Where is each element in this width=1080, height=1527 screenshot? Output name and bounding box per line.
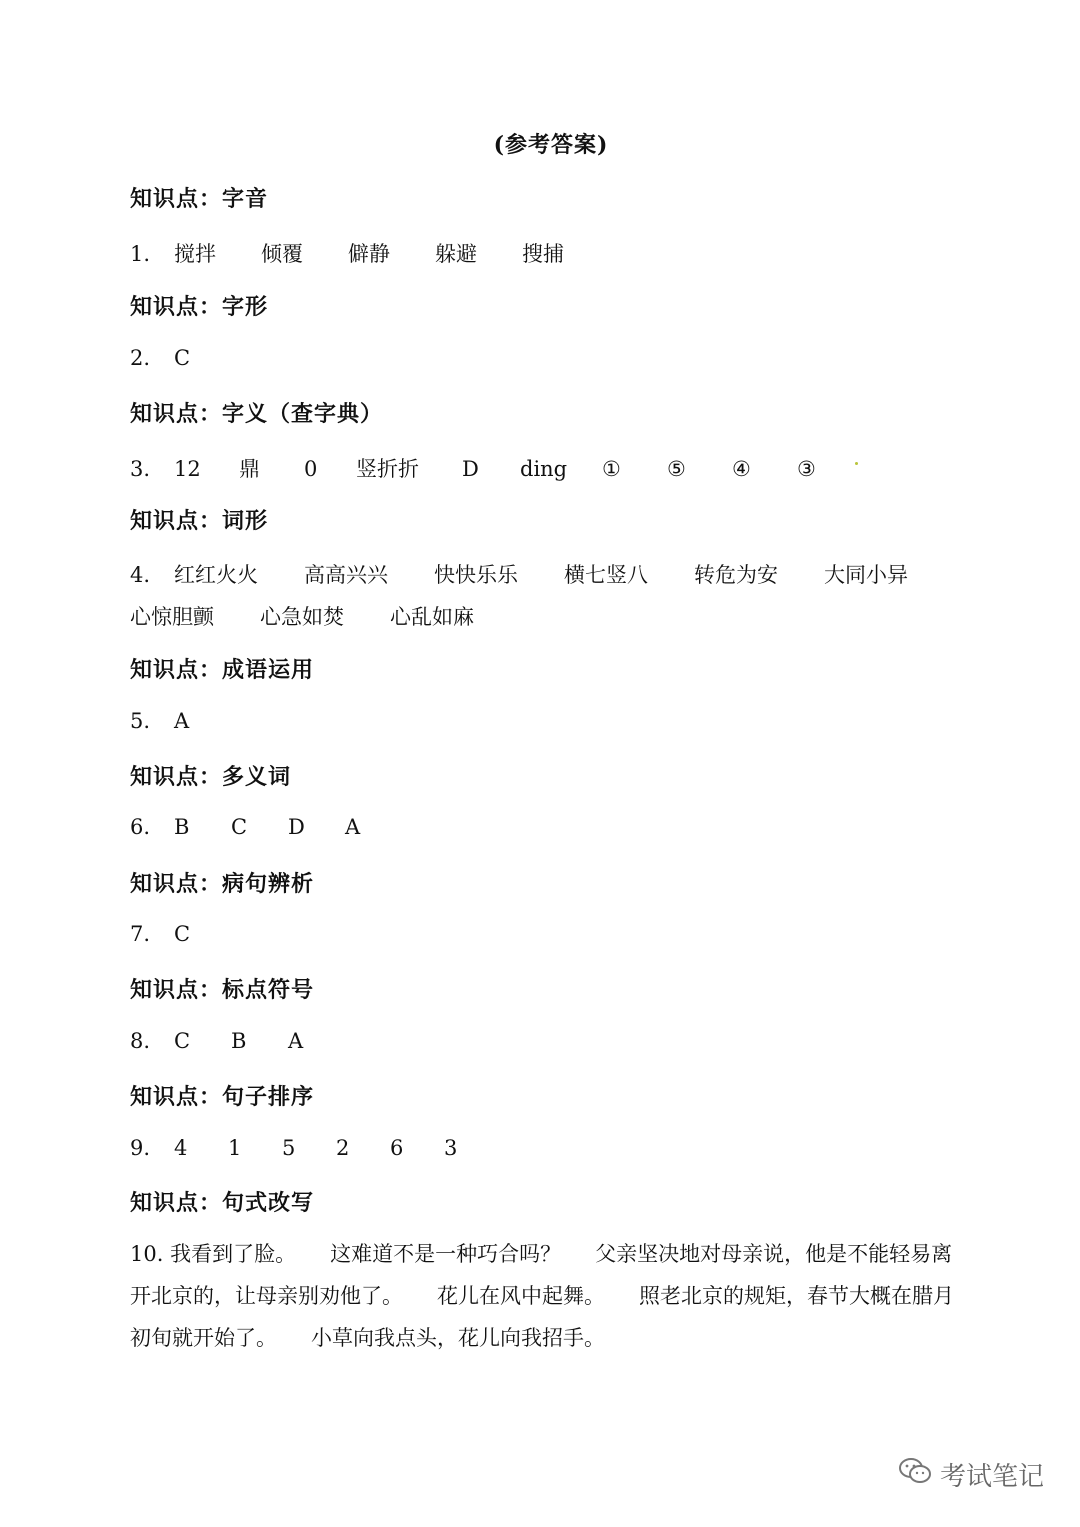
answer-item: 快快乐乐 [434,563,518,587]
answer-row [130,815,360,839]
answer-item: 躲避 [435,242,477,266]
question-number: 6. [130,815,151,839]
answer-row [130,346,190,370]
answer-item: 大同小异 [824,563,908,587]
section-heading: 知识点：成语运用 [130,657,315,683]
section-heading: 知识点：句式改写 [130,1190,315,1216]
answer-item: ① [602,457,621,481]
answer-item: 4 [174,1136,188,1160]
answer-item: C [231,815,248,839]
answer-item: 搜捕 [522,242,564,266]
answer-item: 僻静 [348,242,390,266]
answer-row [130,238,564,268]
question-number: 2. [130,346,151,370]
question-number: 4. [130,563,151,587]
answer-paragraph [130,1233,960,1359]
answer-row [130,922,190,946]
answer-item: 12 [174,457,201,481]
question-number: 8. [130,1029,151,1053]
answer-item: A [288,1029,304,1053]
answer-item: 照老北京的规矩，春节大概在腊月初旬就开始了。 [130,1284,954,1350]
answer-item: 我看到了脸。 [170,1242,297,1266]
watermark-text: 考试笔记 [939,1462,1044,1492]
answer-item: ding [520,457,568,481]
section-heading: 知识点：字音 [130,186,269,212]
answer-item: ③ [797,457,816,481]
page-title: (参考答案) [493,132,609,158]
answer-item: 花儿在风中起舞。 [437,1284,605,1308]
answer-item: D [462,457,479,481]
answer-item: C [174,346,191,370]
answer-item: B [174,815,190,839]
answer-item: C [174,922,191,946]
answer-item: 红红火火 [174,563,258,587]
answer-item: B [231,1029,247,1053]
question-number: 5. [130,709,151,733]
section-heading: 知识点：标点符号 [130,977,315,1003]
question-number: 9. [130,1136,151,1160]
answer-item: A [345,815,361,839]
question-number: 7. [130,922,151,946]
question-number: 1. [130,242,151,266]
section-heading: 知识点：病句辨析 [130,871,315,897]
answer-item: 竖折折 [356,457,419,481]
answer-item: 父亲坚决地对母亲说，他是不能轻易离开北京的，让母亲别劝他了。 [130,1242,953,1308]
answer-item: D [288,815,305,839]
watermark [898,1456,1044,1493]
answer-item: 心急如焚 [260,605,344,629]
answer-row [130,453,816,483]
answer-item: 0 [304,457,318,481]
section-heading: 知识点：词形 [130,508,269,534]
answer-item: 5 [282,1136,296,1160]
section-heading: 知识点：字义（查字典） [130,401,384,427]
answer-row [130,1029,303,1053]
answer-item: 倾覆 [261,242,303,266]
question-number: 10. [130,1242,164,1266]
answer-item: 鼎 [239,457,260,481]
answer-item: 这难道不是一种巧合吗？ [330,1242,562,1266]
answer-item: 心惊胆颤 [130,605,214,629]
answer-item: ④ [732,457,751,481]
wechat-icon [898,1456,932,1493]
answer-item: 心乱如麻 [390,605,474,629]
answer-item: ⑤ [667,457,686,481]
answer-item: 6 [390,1136,404,1160]
answer-item: 2 [336,1136,350,1160]
answer-item: 3 [444,1136,458,1160]
answer-item: 1 [228,1136,242,1160]
answer-item: 横七竖八 [564,563,648,587]
answer-item: 转危为安 [694,563,778,587]
answer-item: 小草向我点头，花儿向我招手。 [311,1326,605,1350]
answer-item: C [174,1029,191,1053]
question-number: 3. [130,457,151,481]
answer-item: 搅拌 [174,242,216,266]
stray-dot [855,462,858,465]
answer-row-continued [130,601,474,631]
section-heading: 知识点：句子排序 [130,1084,315,1110]
section-heading: 知识点：多义词 [130,764,292,790]
section-heading: 知识点：字形 [130,294,269,320]
answer-item: 高高兴兴 [304,563,388,587]
answer-row [130,559,908,589]
answer-item: A [174,709,190,733]
answer-row [130,1136,457,1160]
answer-row [130,709,189,733]
